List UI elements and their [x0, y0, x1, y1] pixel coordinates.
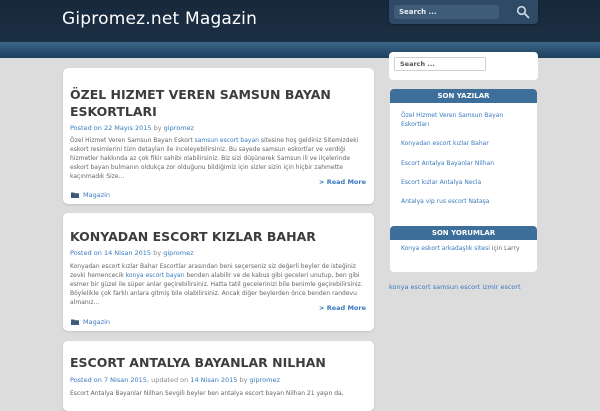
meta-by: by: [151, 249, 164, 257]
recent-comment: [401, 244, 529, 253]
recent-post-link[interactable]: Escort kızlar Antalya Necla: [401, 179, 482, 186]
comment-on: için: [489, 245, 505, 252]
post-date[interactable]: 22 Mayıs 2015: [103, 124, 152, 132]
widget-title: SON YORUMLAR: [390, 226, 537, 240]
excerpt-link[interactable]: samsun escort bayan: [194, 137, 259, 144]
excerpt-text: sitesine hoş geldiniz Sitemizdeki eskort resimlerini tüm detayları ile inceleyebilirsiniz. Bu sayede samsun eskortlar ve verdiği hizmetler hakkında az çok fikir sahibi olabilirsiniz. Biz sizi düşünerek Samsun ili ve ilçelerinde eskort bayan bulmanın oldukça zor olduğunu bildiğimiz için sizler sizin için hiçbir zahmette kaçınmadık Size...: [70, 137, 359, 180]
recent-comments-widget: [390, 226, 537, 272]
post-meta: [70, 249, 194, 257]
folder-icon: [71, 319, 79, 325]
sidebar-text-links[interactable]: konya escort samsun escort izmir escort: [389, 283, 521, 291]
category-link[interactable]: Magazin: [83, 191, 111, 199]
recent-post-link[interactable]: Antalya vip rus escort Nataşa: [401, 198, 490, 205]
post-title[interactable]: KONYADAN ESCORT KIZLAR BAHAR: [70, 229, 316, 244]
category-link[interactable]: Magazin: [83, 318, 111, 326]
post-card: [63, 68, 374, 204]
recent-post-link[interactable]: Escort Antalya Bayanlar Nilhan: [401, 160, 494, 167]
widget-title: SON YAZILAR: [390, 89, 537, 103]
post-excerpt: [70, 389, 366, 398]
post-date[interactable]: 7 Nisan 2015: [103, 376, 147, 384]
excerpt-text: benden alabilir ve de kabus gibi geceleri unutup, ben gibi esmer bir güzel ile süper anlar geçirebilirsiniz. Hatta tatil gecelerinizi bile benimle geçirebilirsiniz. Böylelikle çok farklı anlara gitmiş bile olabilirsiniz. Ancak diğer beylerden önce benden randevu almanız...: [70, 272, 363, 306]
excerpt-link[interactable]: konya escort bayan: [125, 272, 185, 279]
post-author[interactable]: gipromez: [249, 376, 280, 384]
sidebar-search-input[interactable]: Search ...: [394, 57, 486, 71]
post-card: [63, 213, 374, 331]
folder-icon: [71, 192, 79, 198]
header-search-input[interactable]: Search ...: [394, 5, 499, 19]
post-excerpt: [70, 136, 366, 181]
excerpt-text: Escort Antalya Bayanlar Nilhan Sevgili beyler ben antalya escort bayan Nilhan 21 yaşın da,: [70, 390, 344, 397]
sidebar-search-box: [389, 52, 538, 80]
excerpt-text: Konyadan escort kızlar Bahar Escortlar arasından beni seçerseniz siz değerli beyler de isteğiniz zevki hemencecik: [70, 263, 356, 279]
post-date[interactable]: 14 Nisan 2015: [103, 249, 152, 257]
search-icon[interactable]: [516, 5, 530, 19]
read-more-link[interactable]: > Read More: [319, 304, 366, 312]
meta-prefix: Posted on: [70, 249, 104, 257]
post-author[interactable]: gipromez: [163, 124, 194, 132]
recent-post-link[interactable]: Konyadan escort kızlar Bahar: [401, 140, 489, 147]
meta-prefix: Posted on: [70, 124, 104, 132]
post-category: [71, 191, 110, 199]
meta-prefix: Posted on: [70, 376, 104, 384]
post-excerpt: [70, 262, 366, 307]
comment-post-link[interactable]: Konya eskort arkadaşlık sitesi: [401, 245, 490, 252]
post-updated-date[interactable]: 14 Nisan 2015: [190, 376, 238, 384]
post-meta: [70, 124, 194, 132]
excerpt-text: Özel Hizmet Veren Samsun Bayan Eskort: [70, 137, 195, 144]
read-more-link[interactable]: > Read More: [319, 178, 366, 186]
recent-post-link[interactable]: Özel Hizmet Veren Samsun Bayan Eskortları: [401, 112, 504, 128]
post-card: [63, 341, 374, 411]
meta-by: by: [237, 376, 250, 384]
post-author[interactable]: gipromez: [163, 249, 194, 257]
meta-by: by: [151, 124, 164, 132]
post-title[interactable]: ÖZEL HIZMET VEREN SAMSUN BAYAN ESKORTLARI: [70, 87, 331, 119]
recent-posts-widget: [390, 89, 537, 239]
meta-updated: , updated on: [146, 376, 191, 384]
post-category: [71, 318, 110, 326]
post-title[interactable]: ESCORT ANTALYA BAYANLAR NILHAN: [70, 355, 326, 370]
comment-author: Larry: [504, 245, 520, 252]
site-title[interactable]: Gipromez.net Magazin: [62, 9, 258, 29]
post-meta: [70, 376, 280, 384]
